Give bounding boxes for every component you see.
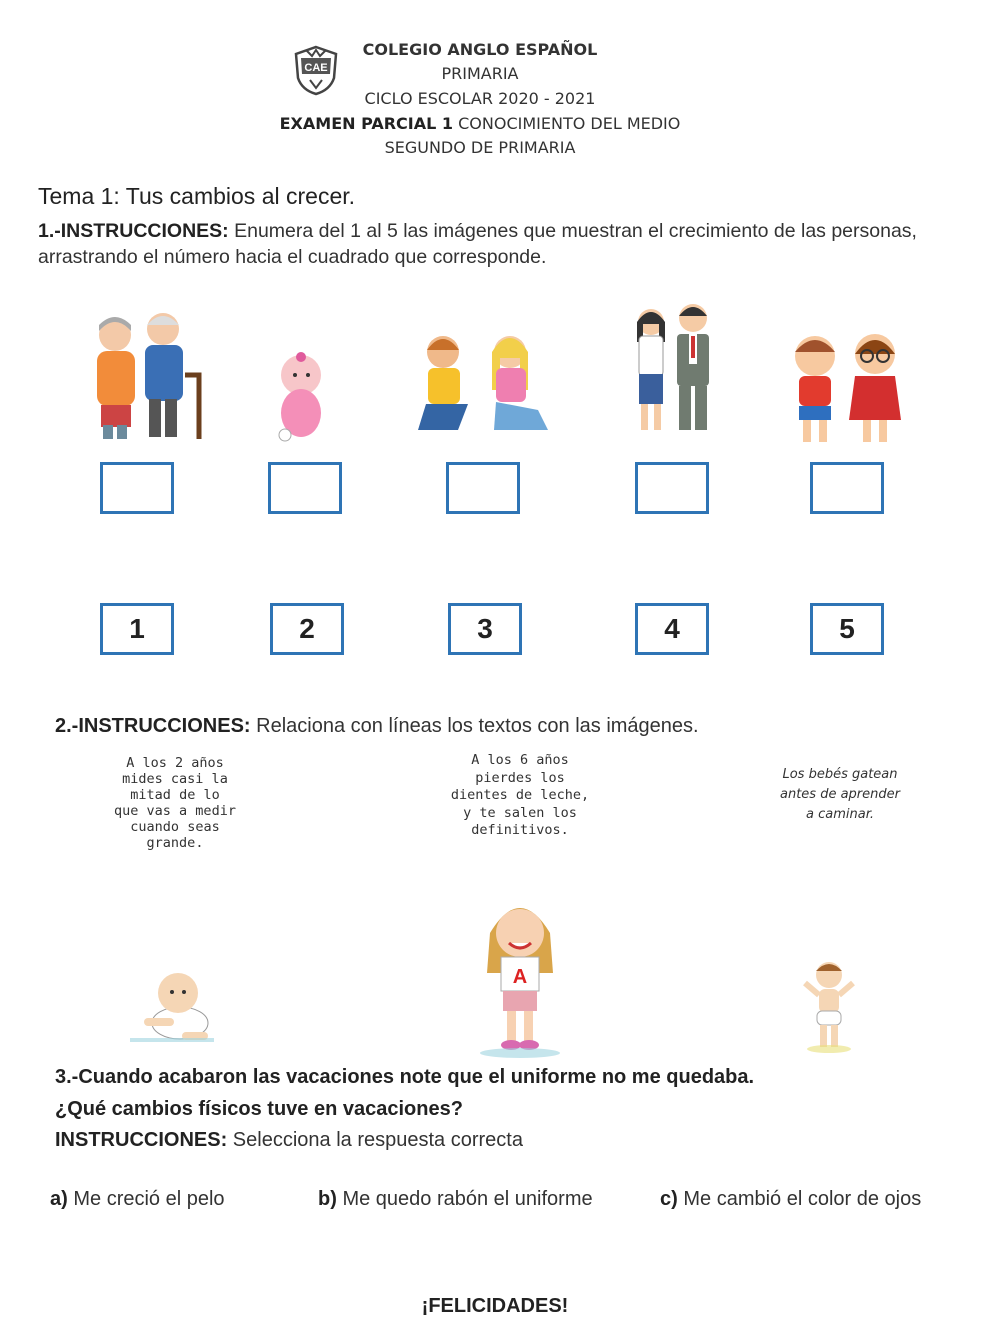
baby-image	[265, 345, 345, 445]
number-tile-3[interactable]: 3	[448, 603, 522, 655]
option-a-letter: a)	[50, 1188, 68, 1210]
text-line: cuando seas	[130, 819, 220, 835]
text-line: antes de aprender	[780, 787, 900, 802]
smiling-girl-image[interactable]	[475, 893, 565, 1058]
text-line: a caminar.	[806, 807, 874, 822]
walking-toddler-image[interactable]	[795, 955, 865, 1055]
text-line: mides casi la	[122, 771, 228, 787]
section1-text: Enumera del 1 al 5 las imágenes que muestran el crecimiento de las personas, arrastrando el número hacia el cuadrado que corresponde.	[38, 220, 917, 268]
section1-label: 1.-INSTRUCCIONES:	[38, 220, 229, 242]
text-line: y te salen los	[463, 804, 577, 821]
number-tile-2[interactable]: 2	[270, 603, 344, 655]
drop-box-children[interactable]	[810, 462, 884, 514]
section3-label: INSTRUCCIONES:	[55, 1129, 228, 1151]
drop-box-teenagers[interactable]	[446, 462, 520, 514]
option-a-text: Me creció el pelo	[67, 1188, 225, 1210]
exam-grade: SEGUNDO DE PRIMARIA	[384, 138, 576, 157]
text-card-6-years[interactable]	[415, 752, 625, 840]
text-line: grande.	[146, 835, 204, 851]
text-line: pierdes los	[475, 769, 565, 786]
exam-title	[260, 114, 700, 133]
text-card-babies-crawl[interactable]	[750, 765, 930, 825]
elderly-couple-image	[75, 305, 215, 445]
drop-box-adults[interactable]	[635, 462, 709, 514]
logo-lettering: CAE	[304, 62, 328, 74]
number-tile-1[interactable]: 1	[100, 603, 174, 655]
number-tile-5[interactable]: 5	[810, 603, 884, 655]
section3-text: Selecciona la respuesta correcta	[227, 1129, 523, 1151]
congratulations-footer: ¡FELICIDADES!	[421, 1295, 569, 1317]
option-b-letter: b)	[318, 1188, 337, 1210]
text-card-2-years[interactable]	[80, 755, 270, 851]
topic-title: Tema 1: Tus cambios al crecer.	[38, 183, 356, 209]
section3-instructions	[55, 1129, 523, 1152]
option-c-letter: c)	[660, 1188, 678, 1210]
teenagers-image	[398, 330, 558, 440]
drop-box-elderly[interactable]	[100, 462, 174, 514]
shirt-letter: A	[512, 966, 528, 988]
school-level: PRIMARIA	[441, 64, 519, 83]
question-line-2: ¿Qué cambios físicos tuve en vacaciones?	[55, 1098, 463, 1120]
adult-couple-image	[625, 300, 725, 435]
option-c[interactable]	[660, 1188, 921, 1211]
section1-instructions	[38, 218, 943, 270]
section2-instructions	[55, 715, 699, 738]
text-line: A los 6 años	[471, 752, 569, 768]
option-c-text: Me cambió el color de ojos	[677, 1188, 922, 1210]
school-name: COLEGIO ANGLO ESPAÑOL	[362, 40, 598, 59]
text-line: que vas a medir	[114, 803, 236, 819]
option-b-text: Me quedo rabón el uniforme	[336, 1188, 593, 1210]
crawling-baby-image[interactable]	[120, 968, 220, 1048]
text-line: definitivos.	[471, 822, 569, 838]
exam-title-rest: CONOCIMIENTO DEL MEDIO	[453, 114, 681, 133]
option-b[interactable]	[318, 1188, 593, 1211]
section2-label: 2.-INSTRUCCIONES:	[55, 715, 251, 737]
section2-text: Relaciona con líneas los textos con las imágenes.	[250, 715, 699, 737]
option-a[interactable]	[50, 1188, 225, 1211]
exam-title-bold: EXAMEN PARCIAL 1	[279, 114, 454, 133]
number-tile-4[interactable]: 4	[635, 603, 709, 655]
text-line: dientes de leche,	[450, 787, 590, 803]
text-line: Los bebés gatean	[782, 767, 898, 782]
children-image	[775, 330, 925, 450]
drop-box-baby[interactable]	[268, 462, 342, 514]
text-line: A los 2 años	[126, 755, 224, 771]
question-line-1: 3.-Cuando acabaron las vacaciones note que el uniforme no me quedaba.	[55, 1066, 755, 1088]
school-cycle: CICLO ESCOLAR 2020 - 2021	[364, 89, 596, 108]
text-line: mitad de lo	[130, 787, 220, 803]
